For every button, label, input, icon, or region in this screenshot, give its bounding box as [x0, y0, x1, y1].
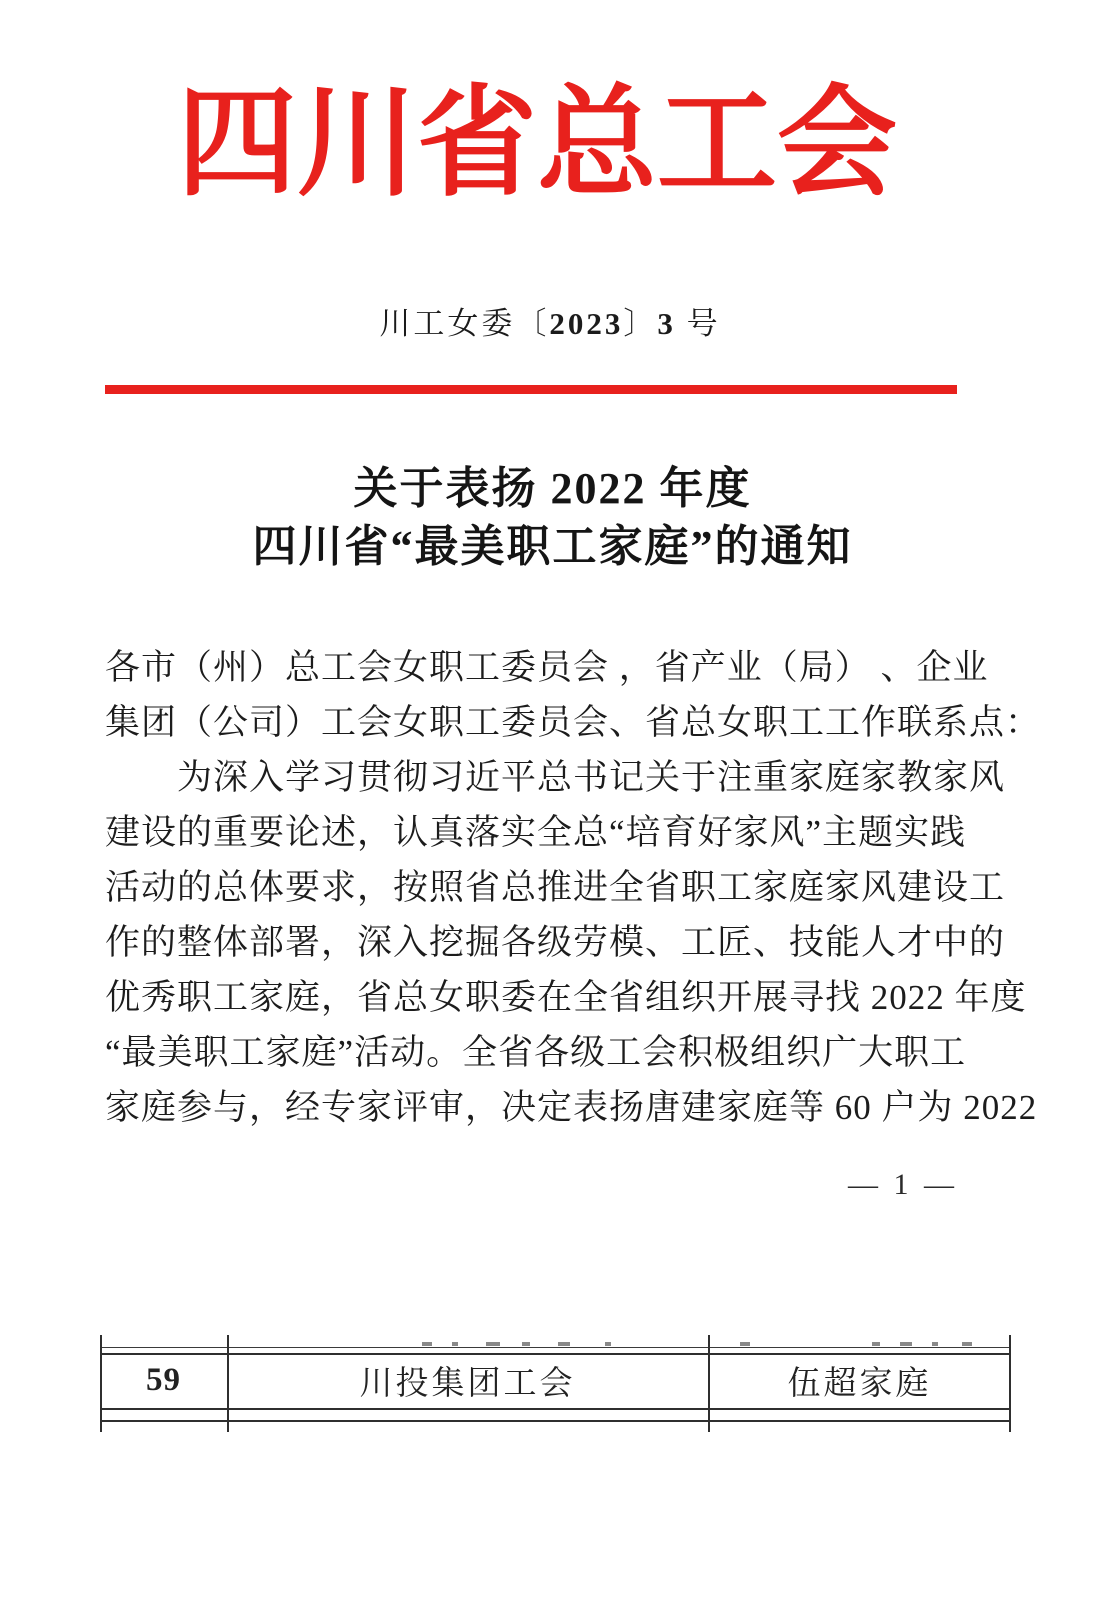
red-divider-rule [105, 385, 957, 394]
body-line: 为深入学习贯彻习近平总书记关于注重家庭家教家风 [177, 758, 1006, 797]
clipped-text-fragment [558, 1342, 570, 1346]
body-line: 作的整体部署，深入挖掘各级劳模、工匠、技能人才中的 [105, 923, 1006, 962]
clipped-text-fragment [872, 1342, 880, 1346]
table-row [100, 1353, 1011, 1408]
table-border-row-bottom [100, 1408, 1011, 1410]
award-table-fragment [100, 1335, 1011, 1435]
clipped-text-fragment [605, 1342, 611, 1346]
notice-title-line1: 关于表扬 2022 年度 [353, 464, 752, 513]
doc-number-close-bracket: 〕 [623, 306, 658, 341]
doc-number-prefix: 川工女委〔 [379, 306, 550, 341]
table-border-bottom [100, 1420, 1011, 1422]
table-border-top-thin [100, 1347, 1011, 1348]
clipped-text-fragment [422, 1342, 432, 1346]
notice-body [105, 640, 1042, 1135]
table-cell-family: 伍超家庭 [787, 1366, 932, 1402]
clipped-text-fragment [900, 1342, 912, 1346]
clipped-text-fragment [486, 1342, 500, 1346]
body-line: 集团（公司）工会女职工委员会、省总女职工工作联系点： [105, 703, 1042, 742]
masthead-title: 四川省总工会 [177, 77, 897, 210]
body-line: 优秀职工家庭，省总女职委在全省组织开展寻找 2022 年度 [105, 978, 1027, 1017]
document-number [0, 303, 1100, 345]
body-line: 各市（州）总工会女职工委员会 ，省产业（局） 、企业 [105, 648, 989, 687]
clipped-text-fragment [522, 1342, 530, 1346]
clipped-text-fragment [932, 1342, 938, 1346]
page-number: — 1 — [848, 1168, 958, 1201]
doc-number-issue: 3 [657, 306, 676, 341]
clipped-text-fragment [452, 1342, 458, 1346]
body-line: 活动的总体要求，按照省总推进全省职工家庭家风建设工 [105, 868, 1006, 907]
notice-title [0, 460, 1105, 576]
body-line: “最美职工家庭”活动。全省各级工会积极组织广大职工 [105, 1033, 967, 1072]
doc-number-suffix: 号 [675, 306, 721, 341]
body-line: 建设的重要论述，认真落实全总“培育好家风”主题实践 [105, 813, 967, 852]
clipped-text-fragment [962, 1342, 972, 1346]
clipped-text-fragment [740, 1342, 750, 1346]
body-line: 家庭参与，经专家评审，决定表扬唐建家庭等 60 户为 2022 [105, 1088, 1038, 1127]
table-cell-organization: 川投集团工会 [359, 1366, 576, 1402]
table-cell-index: 59 [146, 1362, 181, 1398]
doc-number-year: 2023 [549, 306, 624, 341]
notice-title-line2: 四川省“最美职工家庭”的通知 [252, 522, 853, 571]
